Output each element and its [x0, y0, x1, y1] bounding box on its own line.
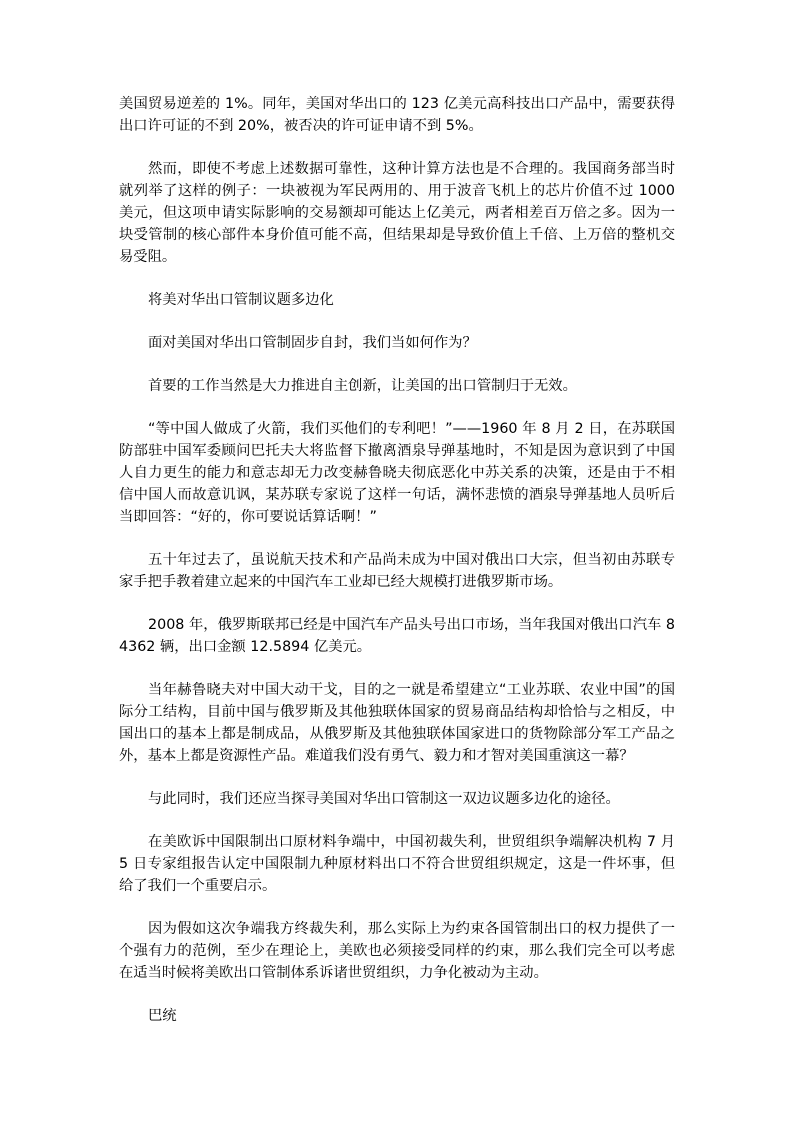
document-body: [119, 93, 675, 1048]
paragraph-2008-exports: 2008 年，俄罗斯联邦已经是中国汽车产品头号出口市场，当年我国对俄出口汽车 84362 辆，出口金额 12.5894 亿美元。: [119, 617, 675, 655]
paragraph-trade-deficit: 美国贸易逆差的 1%。同年，美国对华出口的 123 亿美元高科技出口产品中，需要获得出口许可证的不到 20%，被否决的许可证申请不到 5%。: [119, 96, 675, 134]
paragraph-khrushchev: 当年赫鲁晓夫对中国大动干戈，目的之一就是希望建立“工业苏联、农业中国”的国际分工结构，目前中国与俄罗斯及其他独联体国家的贸易商品结构却恰恰与之相反，中国出口的基本上都是制成品，从俄罗斯及其他独联体国家进口的货物除部分军工产品之外，基本上都是资源性产品。难道我们没有勇气、毅力和才智对美国重演这一幕？: [119, 682, 675, 764]
paragraph-innovation: 首要的工作当然是大力推进自主创新，让美国的出口管制归于无效。: [148, 378, 577, 394]
paragraph-bilateral-issue: 与此同时，我们还应当探寻美国对华出口管制这一双边议题多边化的途径。: [148, 791, 620, 807]
paragraph-wto-dispute: 在美欧诉中国限制出口原材料争端中，中国初裁失利，世贸组织争端解决机构 7 月 5 日专家组报告认定中国限制九种原材料出口不符合世贸组织规定，这是一件坏事，但给了我们一个重要启示。: [119, 834, 675, 894]
paragraph-fifty-years: 五十年过去了，虽说航天技术和产品尚未成为中国对俄出口大宗，但当初由苏联专家手把手教着建立起来的中国汽车工业却已经大规模打进俄罗斯市场。: [119, 552, 675, 590]
paragraph-precedent: 因为假如这次争端我方终裁失利，那么实际上为约束各国管制出口的权力提供了一个强有力的范例，至少在理论上，美欧也必须接受同样的约束，那么我们完全可以考虑在适当时候将美欧出口管制体系诉诸世贸组织，力争化被动为主动。: [119, 921, 675, 981]
paragraph-calculation-method: 然而，即使不考虑上述数据可靠性，这种计算方法也是不合理的。我国商务部当时就列举了这样的例子：一块被视为军民两用的、用于波音飞机上的芯片价值不过 1000 美元，但这项申请实际影响的交易额却可能达上亿美元，两者相差百万倍之多。因为一块受管制的核心部件本身价值可能不高，但结果却是导致价值上千倍、上万倍的整机交易受阻。: [119, 161, 675, 265]
paragraph-question: 面对美国对华出口管制固步自封，我们当如何作为？: [148, 335, 477, 351]
paragraph-rocket-quote: “等中国人做成了火箭，我们买他们的专利吧！”——1960 年 8 月 2 日，在苏联国防部驻中国军委顾问巴托夫大将监督下撤离酒泉导弹基地时，不知是因为意识到了中国人自力更生的能力和意志却无力改变赫鲁晓夫彻底恶化中苏关系的决策，还是由于不相信中国人而故意讥讽，某苏联专家说了这样一句话，满怀悲愤的酒泉导弹基地人员听后当即回答：“好的，你可要说话算话啊！”: [119, 421, 675, 525]
section-heading-cocom: 巴统: [148, 1008, 177, 1024]
section-heading-multilateral: 将美对华出口管制议题多边化: [148, 292, 334, 308]
